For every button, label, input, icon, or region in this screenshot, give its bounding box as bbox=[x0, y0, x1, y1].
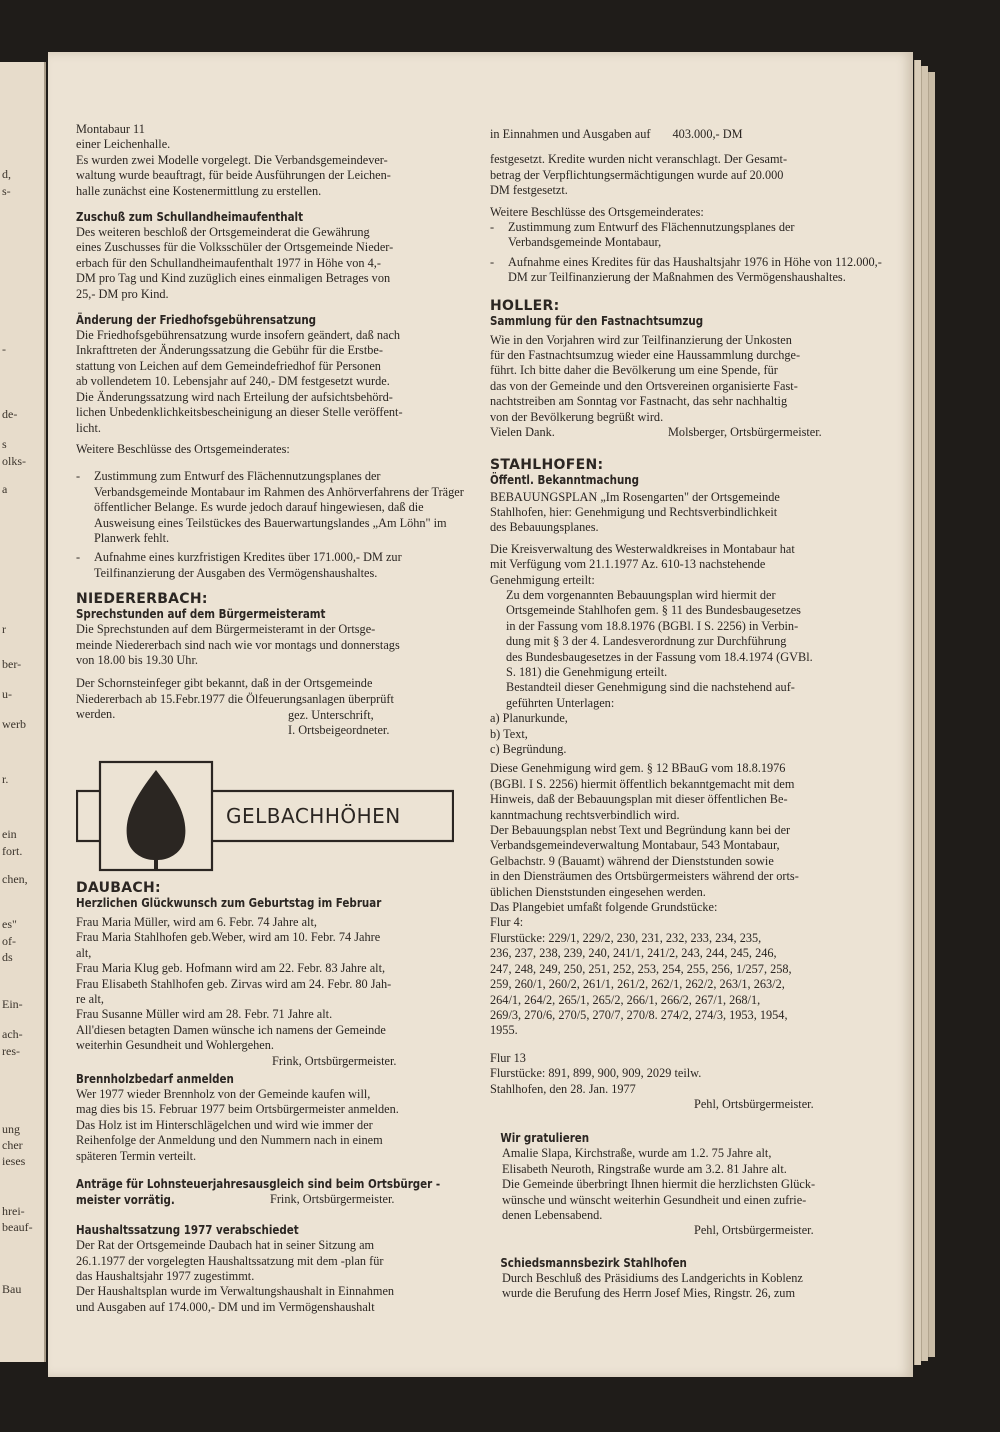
text-line: S. 181) die Genehmigung erteilt. bbox=[506, 664, 668, 679]
text-line: üblichen Dienststunden eingesehen werden. bbox=[490, 884, 706, 899]
signature: Pehl, Ortsbürgermeister. bbox=[694, 1223, 814, 1238]
text-line: Amalie Slapa, Kirchstraße, wurde am 1.2. 75 Jahre alt, bbox=[502, 1146, 772, 1161]
approval-text bbox=[490, 588, 882, 711]
left-column-lower bbox=[76, 880, 474, 1321]
cut-off-text: ein bbox=[2, 827, 17, 841]
section-heading: Haushaltssatzung 1977 verabschiedet bbox=[76, 1223, 299, 1238]
date-line: Stahlhofen, den 28. Jan. 1977 bbox=[490, 1081, 636, 1096]
cut-off-text: s- bbox=[2, 184, 11, 198]
cut-off-text: u- bbox=[2, 687, 12, 701]
text-line: und Ausgaben auf 174.000,- DM und im Vermögenshaushalt bbox=[76, 1299, 375, 1314]
text-line: Wie in den Vorjahren wird zur Teilfinanzierung der Unkosten bbox=[490, 332, 792, 347]
budget-continuation bbox=[490, 127, 882, 142]
text-line: Das Plangebiet umfaßt folgende Grundstücke: bbox=[490, 900, 718, 915]
text-line: denen Lebensabend. bbox=[502, 1207, 603, 1222]
cut-off-text: Bau bbox=[2, 1282, 22, 1296]
cut-off-text: beauf- bbox=[2, 1220, 33, 1234]
text-line: in den Diensträumen des Ortsbürgermeisters während der orts- bbox=[490, 869, 799, 884]
firewood-text bbox=[76, 1087, 474, 1164]
cut-off-text: r bbox=[2, 622, 6, 636]
text-line: Frau Susanne Müller wird am 28. Febr. 71 Jahre alt. bbox=[76, 1007, 333, 1022]
logo-wordmark: GELBACHHÖHEN bbox=[226, 804, 401, 828]
document-list bbox=[490, 711, 882, 757]
schieds-text bbox=[490, 1271, 882, 1302]
list-item: - Aufnahme eines Kredites für das Haushaltsjahr 1976 in Höhe von 112.000,- DM zur Teilfinanzierung der Maßnahmen des Vermögenshaushaltes. bbox=[490, 255, 882, 286]
cut-off-text: res- bbox=[2, 1044, 20, 1058]
text-line: mit Verfügung vom 21.1.1977 Az. 610-13 nachstehende bbox=[490, 557, 766, 572]
left-column bbox=[76, 122, 474, 738]
text-line: Stahlhofen, hier: Genehmigung und Rechtsverbindlichkeit bbox=[490, 504, 778, 519]
text-line: geführten Unterlagen: bbox=[506, 695, 615, 710]
holler-signoff bbox=[490, 425, 882, 440]
text-line: wünsche und wünscht weiterhin Gesundheit und einen zufrie- bbox=[502, 1192, 807, 1207]
resolution-list bbox=[490, 220, 882, 286]
text-line: Durch Beschluß des Präsidiums des Landgerichts in Koblenz bbox=[502, 1270, 803, 1285]
signature: I. Ortsbeigeordneter. bbox=[288, 723, 390, 737]
section-heading: Wir gratulieren bbox=[500, 1131, 590, 1146]
cut-off-text: fort. bbox=[2, 844, 23, 858]
birthday-list bbox=[76, 915, 474, 1054]
cut-off-text: ds bbox=[2, 950, 13, 964]
cut-off-text: olks- bbox=[2, 454, 26, 468]
text-line: Verbandsgemeindeverwaltung Montabaur, 543 Montabaur, bbox=[490, 838, 780, 853]
cut-off-text: hrei- bbox=[2, 1204, 25, 1218]
budget-amount: 403.000,- DM bbox=[672, 127, 743, 141]
text-line: Flur 4: bbox=[490, 915, 524, 930]
cut-off-text: es" bbox=[2, 917, 17, 931]
cut-off-text: werb bbox=[2, 717, 26, 731]
text-line: 236, 237, 238, 239, 240, 241/1, 241/2, 243, 244, 245, 246, bbox=[490, 946, 777, 961]
text-line: BEBAUUNGSPLAN „Im Rosengarten" der Ortsgemeinde bbox=[490, 489, 780, 504]
text-line: Der Haushaltsplan wurde im Verwaltungshaushalt in Einnahmen bbox=[76, 1284, 395, 1299]
text-line: Montabaur 11 bbox=[76, 122, 145, 136]
section-heading: Zuschuß zum Schullandheimaufenthalt bbox=[76, 210, 304, 225]
cut-off-text: d, bbox=[2, 167, 11, 181]
text-line: Des weiteren beschloß der Ortsgemeinderat die Gewährung bbox=[76, 225, 370, 240]
cut-off-text: - bbox=[2, 342, 6, 356]
text-line: waltung wurde beauftragt, für beide Ausführungen der Leichen- bbox=[76, 168, 391, 183]
cut-off-text: de- bbox=[2, 407, 18, 421]
cut-off-text: a bbox=[2, 482, 8, 496]
budget-text bbox=[490, 152, 882, 198]
signature: gez. Unterschrift, bbox=[288, 707, 374, 722]
montabaur-section bbox=[76, 122, 474, 199]
text-line: werden. bbox=[76, 707, 116, 722]
text-line: festgesetzt. Kredite wurden nicht veranschlagt. Der Gesamt- bbox=[490, 152, 788, 167]
town-heading: HOLLER: bbox=[490, 297, 560, 314]
text-line: weiterhin Gesundheit und Wohlergehen. bbox=[76, 1038, 274, 1053]
text-line: Der Schornsteinfeger gibt bekannt, daß in der Ortsgemeinde bbox=[76, 676, 373, 691]
cut-off-text: chen, bbox=[2, 872, 28, 886]
section-heading: Schiedsmannsbezirk Stahlhofen bbox=[500, 1255, 687, 1270]
cut-off-text: ber- bbox=[2, 657, 22, 671]
text-line: Die Friedhofsgebührensatzung wurde insofern geändert, daß nach bbox=[76, 328, 401, 343]
text-line: Ortsgemeinde Stahlhofen gem. § 11 des Bundesbaugesetzes bbox=[506, 603, 801, 618]
text-line: stattung von Leichen auf dem Gemeindefriedhof für Personen bbox=[76, 358, 381, 373]
cut-off-text: Ein- bbox=[2, 997, 23, 1011]
text-line: halle zunächst eine Kostenermittlung zu erstellen. bbox=[76, 183, 322, 198]
text-line: Die Kreisverwaltung des Westerwaldkreises in Montabaur hat bbox=[490, 541, 795, 556]
text-line: mag dies bis 15. Februar 1977 beim Ortsbürgermeister anmelden. bbox=[76, 1102, 399, 1117]
text-line: re alt, bbox=[76, 992, 104, 1007]
section-heading: Änderung der Friedhofsgebührensatzung bbox=[76, 313, 317, 328]
text-line: (BGBl. I S. 2256) hiermit öffentlich bekanntgemacht mit dem bbox=[490, 776, 795, 791]
text-line: 269/3, 270/6, 270/5, 270/7, 270/8. 274/2, 274/3, 1953, 1954, bbox=[490, 1007, 788, 1022]
page-stack-edge bbox=[928, 72, 935, 1357]
text-line: das von der Gemeinde und den Ortsvereinen organisierte Fast- bbox=[490, 378, 798, 393]
page-stack-edge bbox=[921, 66, 928, 1361]
text-line: dung mit § 3 der 4. Landesverordnung zur Durchführung bbox=[506, 634, 787, 649]
zuschuss-text bbox=[76, 225, 474, 302]
list-item: - Zustimmung zum Entwurf des Flächennutzungsplanes der Verbandsgemeinde Montabaur, bbox=[490, 220, 882, 251]
text-line: 26.1.1977 der vorgelegten Haushaltssatzung mit dem -plan für bbox=[76, 1253, 384, 1268]
text-line: Bestandteil dieser Genehmigung sind die nachstehend auf- bbox=[506, 680, 795, 695]
budget-line: in Einnahmen und Ausgaben auf bbox=[490, 127, 651, 141]
town-heading: DAUBACH: bbox=[76, 880, 161, 896]
list-item: - Zustimmung zum Entwurf des Flächennutzungsplanes der Verbandsgemeinde Montabaur im Rahmen des Anhörverfahrens der Träger öffentlicher Belange. Es wurde jedoch darauf hingewiesen, daß die Ausweisung eines Teilstückes des Bauerwartungslandes „Am Löhn" im Planwerk fehlt. bbox=[76, 469, 474, 546]
niedererbach-text bbox=[76, 622, 474, 668]
text-line: Elisabeth Neuroth, Ringstraße wurde am 3.2. 81 Jahre alt. bbox=[502, 1161, 787, 1176]
stahlhofen-text bbox=[490, 542, 882, 588]
text-line: All'diesen betagten Damen wünsche ich namens der Gemeinde bbox=[76, 1022, 386, 1037]
more-resolutions: Weitere Beschlüsse des Ortsgemeinderates: bbox=[76, 441, 290, 456]
page-stack-edge bbox=[914, 60, 921, 1365]
text-line: meinde Niedererbach sind nach wie vor montags und donnerstags bbox=[76, 637, 400, 652]
cut-off-text: r. bbox=[2, 772, 9, 786]
text-line: Hinweis, daß der Bebauungsplan mit dieser öffentlichen Be- bbox=[490, 792, 788, 807]
text-line: Niedererbach ab 15.Febr.1977 die Ölfeuerungsanlagen überprüft bbox=[76, 691, 394, 706]
section-heading: Sprechstunden auf dem Bürgermeisteramt bbox=[76, 607, 326, 622]
flur-items: Flurstücke: 891, 899, 900, 909, 2029 teilw. bbox=[490, 1066, 702, 1081]
left-page-edge bbox=[0, 62, 46, 1362]
section-heading: Brennholzbedarf anmelden bbox=[76, 1072, 234, 1087]
text-line: betrag der Verpflichtungsermächtigungen wurde auf 20.000 bbox=[490, 167, 784, 182]
text-line: Flurstücke: 229/1, 229/2, 230, 231, 232, 233, 234, 235, bbox=[490, 930, 762, 945]
text-line: kanntmachung rechtsverbindlich wird. bbox=[490, 807, 680, 822]
text-line: Diese Genehmigung wird gem. § 12 BBauG vom 18.8.1976 bbox=[490, 761, 786, 776]
text-line: Die Sprechstunden auf dem Bürgermeisteramt in der Ortsge- bbox=[76, 622, 376, 637]
text-line: nachtstreiben am Sonntag vor Fastnacht, das sehr nachhaltig bbox=[490, 394, 788, 409]
list-item: c) Begründung. bbox=[490, 742, 567, 756]
text-line: erbach für den Schullandheimaufenthalt 1977 in Höhe von 4,- bbox=[76, 255, 381, 270]
section-heading: Anträge für Lohnsteuerjahresausgleich sind beim Ortsbürger - bbox=[76, 1177, 441, 1192]
budget-text bbox=[76, 1238, 474, 1315]
text-line: 1955. bbox=[490, 1023, 518, 1038]
text-line: wurde die Berufung des Herrn Josef Mies, Ringstr. 26, zum bbox=[502, 1286, 796, 1301]
more-resolutions: Weitere Beschlüsse des Ortsgemeinderates: bbox=[490, 204, 704, 219]
text-line: Frau Elisabeth Stahlhofen geb. Zirvas wird am 24. Febr. 80 Jah- bbox=[76, 976, 392, 991]
text-line: alt, bbox=[76, 945, 92, 960]
section-heading: Herzlichen Glückwunsch zum Geburtstag im Februar bbox=[76, 896, 382, 910]
text-line: das Haushaltsjahr 1977 zugestimmt. bbox=[76, 1268, 255, 1283]
text-line: in der Fassung vom 18.8.1976 (BGBl. I S. 2256) in Verbin- bbox=[506, 618, 799, 633]
right-column bbox=[490, 127, 882, 1308]
section-heading: meister vorrätig. bbox=[76, 1193, 175, 1208]
text-line: Die Änderungssatzung wird nach Erteilung der aufsichtsbehörd- bbox=[76, 389, 393, 404]
congrats-text bbox=[490, 1146, 882, 1223]
text-line: ab vollendetem 10. Lebensjahr auf 240,- DM festgesetzt wurde. bbox=[76, 374, 390, 389]
text-line: 259, 260/1, 260/2, 261/1, 261/2, 262/1, 262/2, 263/1, 263/2, bbox=[490, 977, 785, 992]
thanks: Vielen Dank. bbox=[490, 425, 555, 440]
text-line: DM festgesetzt. bbox=[490, 183, 568, 198]
text-line: 247, 248, 249, 250, 251, 252, 253, 254, 255, 256, 1/257, 258, bbox=[490, 961, 792, 976]
cut-off-text: ieses bbox=[2, 1154, 26, 1168]
signature: Molsberger, Ortsbürgermeister. bbox=[668, 425, 822, 440]
antrag-line bbox=[76, 1192, 474, 1208]
list-item: a) Planurkunde, bbox=[490, 711, 568, 726]
text-line: späteren Termin verteilt. bbox=[76, 1148, 197, 1163]
cut-off-text: of- bbox=[2, 934, 16, 948]
list-item: b) Text, bbox=[490, 726, 528, 741]
text-line: Die Gemeinde überbringt Ihnen hiermit die herzlichsten Glück- bbox=[502, 1177, 816, 1192]
list-item: - Aufnahme eines kurzfristigen Kredites über 171.000,- DM zur Teilfinanzierung der Ausgaben des Vermögenshaushaltes. bbox=[76, 550, 474, 581]
text-line: von der Bevölkerung begrüßt wird. bbox=[490, 409, 664, 424]
section-heading: Öffentl. Bekanntmachung bbox=[490, 472, 640, 487]
text-line: licht. bbox=[76, 420, 101, 435]
resolution-list bbox=[76, 469, 474, 581]
text-line: eines Zuschusses für die Volksschüler der Ortsgemeinde Nieder- bbox=[76, 240, 394, 255]
text-line: des Bundesbaugesetzes in der Fassung vom 18.4.1974 (GVBl. bbox=[506, 649, 813, 664]
text-line: Genehmigung erteilt: bbox=[490, 572, 595, 587]
text-line: von 18.00 bis 19.30 Uhr. bbox=[76, 652, 198, 667]
stahlhofen-text bbox=[490, 761, 882, 1038]
signature: Frink, Ortsbürgermeister. bbox=[272, 1053, 397, 1068]
text-line: Wer 1977 wieder Brennholz von der Gemeinde kaufen will, bbox=[76, 1087, 371, 1102]
text-line: des Bebauungsplanes. bbox=[490, 520, 599, 535]
town-heading: STAHLHOFEN: bbox=[490, 456, 604, 473]
town-heading: NIEDERERBACH: bbox=[76, 591, 208, 608]
holler-text bbox=[490, 333, 882, 425]
cut-off-text: s bbox=[2, 437, 7, 451]
text-line: Frau Maria Müller, wird am 6. Febr. 74 Jahre alt, bbox=[76, 915, 317, 929]
gelbachhoehen-logo bbox=[76, 760, 454, 872]
friedhof-text bbox=[76, 328, 474, 436]
text-line: lichen Unbedenklichkeitsbescheinigung an dieser Stelle veröffent- bbox=[76, 405, 403, 420]
text-line: führt. Ich bitte daher die Bevölkerung um eine Spende, für bbox=[490, 363, 778, 378]
flur-heading: Flur 13 bbox=[490, 1050, 526, 1065]
text-line: 25,- DM pro Kind. bbox=[76, 286, 169, 301]
text-line: für den Fastnachtsumzug wieder eine Haussammlung durchge- bbox=[490, 348, 801, 363]
text-line: Zu dem vorgenannten Bebauungsplan wird hiermit der bbox=[506, 587, 776, 602]
text-line: Frau Maria Stahlhofen geb.Weber, wird am 10. Febr. 74 Jahre bbox=[76, 930, 381, 945]
text-line: einer Leichenhalle. bbox=[76, 137, 171, 152]
text-line: Inkrafttreten der Änderungssatzung die Gebühr für die Erstbe- bbox=[76, 343, 383, 358]
text-line: Das Holz ist im Hinterschlägelchen und wird wie immer der bbox=[76, 1117, 373, 1132]
section-heading: Sammlung für den Fastnachtsumzug bbox=[490, 313, 704, 328]
signature: Pehl, Ortsbürgermeister. bbox=[694, 1096, 814, 1111]
cut-off-text: ach- bbox=[2, 1027, 23, 1041]
text-line: Gelbachstr. 9 (Bauamt) während der Dienststunden sowie bbox=[490, 853, 774, 868]
text-line: DM pro Tag und Kind zuzüglich eines einmaligen Betrages von bbox=[76, 271, 391, 286]
text-line: Der Rat der Ortsgemeinde Daubach hat in seiner Sitzung am bbox=[76, 1238, 375, 1253]
signature: Frink, Ortsbürgermeister. bbox=[270, 1192, 395, 1207]
cut-off-text: ung bbox=[2, 1122, 20, 1136]
stahlhofen-text bbox=[490, 490, 882, 536]
text-line: Frau Maria Klug geb. Hofmann wird am 22. Febr. 83 Jahre alt, bbox=[76, 961, 386, 976]
text-line: Es wurden zwei Modelle vorgelegt. Die Verbandsgemeindever- bbox=[76, 152, 388, 167]
text-line: Reihenfolge der Anmeldung und den Nummern nach in einem bbox=[76, 1133, 383, 1148]
cut-off-text: cher bbox=[2, 1138, 23, 1152]
text-line: Der Bebauungsplan nebst Text und Begründung kann bei der bbox=[490, 823, 791, 838]
text-line: 264/1, 264/2, 265/1, 265/2, 266/1, 266/2, 267/1, 268/1, bbox=[490, 992, 761, 1007]
